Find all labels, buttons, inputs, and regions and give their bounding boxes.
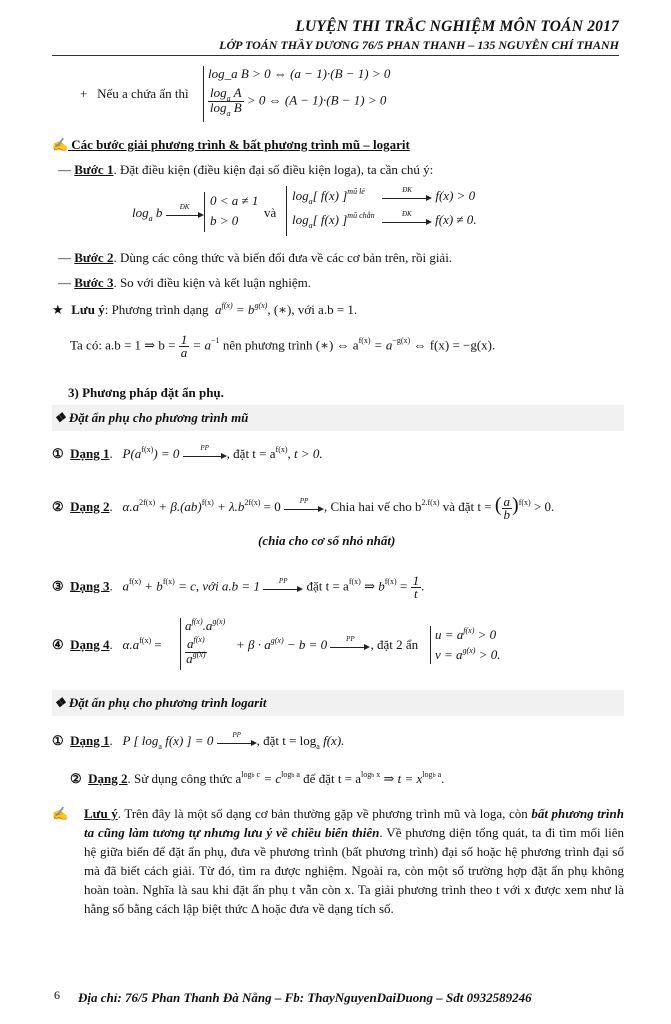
intro-text: Nếu a chứa ẩn thì [97, 86, 189, 101]
page-title: LUYỆN THI TRẮC NGHIỆM MÔN TOÁN 2017 [295, 18, 619, 35]
form4-u: $u = a^{f(x)} > 0$ [435, 626, 497, 642]
log-condition: $\log_a b$ ĐK [132, 205, 204, 221]
note-line: ★ Lưu ý: Phương trình dạng $a^{f(x)} = b^{g(x)}$, (∗), với a.b = 1. [52, 301, 358, 317]
pencil-icon: ✍ [52, 137, 69, 152]
cond-a: 0 < a ≠ 1 [210, 193, 259, 208]
intro-brace [203, 66, 204, 122]
form4-opt-1: $a^{f(x)}.a^{g(x)}$ [185, 617, 226, 633]
and-word: và [264, 205, 277, 220]
form4-brace-2 [430, 626, 431, 664]
taco-line: Ta có: a.b = 1 ⇒ b = $\frac{1}{a}$ = $a^{-1}$ nên phương trình (∗) ⇔ $a^{f(x)} = a^{-g(x)}$ ⇔ f(x) = −g(x). [70, 332, 496, 360]
exp-form-2: ② Dạng 2. $\alpha.a^{2f(x)} + \beta.(ab)^{f(x)} + \lambda.b^{2f(x)} = 0$ PP , Chia hai vế cho $b^{2.f(x)}$ và đặt t = ( $\frac{a}{b}$ )$^{f(x)}$ > 0. [52, 493, 555, 522]
intro-case-1: log_a B > 0 ⇔ (a − 1)·(B − 1) > 0 [208, 66, 391, 81]
diamond-bullet-icon: ❖ [54, 695, 66, 710]
cond-brace-2 [286, 186, 287, 236]
header-rule [52, 55, 619, 56]
cond-even: $\log_a$[ f(x) ]$^{mũ chẵn}$ ĐK f(x) ≠ 0. [292, 210, 477, 230]
log-fraction: $\frac{\log_a A}{\log_a B}$ [209, 85, 242, 118]
cond-brace-1 [204, 192, 205, 232]
form4-v: $v = a^{g(x)} > 0$. [435, 646, 501, 662]
exp-form-1: ① Dạng 1. $P(a^{f(x)}) = 0$ PP , đặt $t = a^{f(x)}$, t > 0. [52, 444, 323, 461]
cond-odd: $\log_a$[ f(x) ]$^{mũ lẻ}$ ĐK f(x) > 0 [292, 186, 476, 206]
form4-opt-2: $\frac{a^{f(x)}}{a^{g(x)}}$ [186, 635, 206, 666]
form4-brace [180, 618, 181, 670]
final-note-icon-row [52, 806, 68, 822]
cond-b: b > 0 [210, 213, 239, 228]
section-3-title: 3) Phương pháp đặt ẩn phụ. [68, 385, 224, 400]
diamond-bullet-icon: ❖ [54, 410, 66, 425]
log-form-1: ① Dạng 1. P [ $\log_a f(x)$ ] = 0 PP , đặt $t = \log_a f(x)$. [52, 731, 345, 751]
sub-heading-log: ❖ Đặt ẩn phụ cho phương trình logarit [54, 695, 267, 710]
exp-form-2-note: (chia cho cơ số nhỏ nhất) [258, 533, 396, 548]
final-note: Lưu ý. Trên đây là một số dạng cơ bản thường gặp về phương trình mũ và loga, còn bất phương trình ta cũng làm tương tự nhưng lưu ý về chiều biến thiên. Về phương diện tổng quát, ta đi tìm mối liên hệ giữa biến để đặt ẩn phụ, đưa về phương trình (bất phương trình) đại số hoặc hệ phương trình đại số mà đã biết cách giải. Từ đó, tìm ra được nghiệm. Ngoài ra, còn một số trường hợp đặt ẩn phụ không hoàn toàn. Nghĩa là sau khi đặt ẩn phụ t vẫn còn x. Ta giải phương trình theo t với x được xem như là hằng số bằng cách lập biệt thức Δ hoặc đưa về dạng tích số. [84, 806, 625, 916]
log-form-2: ② Dạng 2. Sử dụng công thức $a^{logb c} = c^{logb a}$ để đặt $t = a^{logb x}$ ⇒ $t = x^{logb a}$. [70, 770, 445, 786]
star-icon: ★ [52, 302, 64, 317]
page-number: 6 [54, 988, 60, 1002]
pencil-icon: ✍ [52, 806, 69, 821]
steps-heading: ✍ Các bước giải phương trình & bất phương trình mũ – logarit [52, 137, 410, 152]
step-3: — Bước 3. So với điều kiện và kết luận nghiệm. [58, 275, 311, 290]
sub-heading-exp: ❖ Đặt ẩn phụ cho phương trình mũ [54, 410, 249, 425]
intro-case-2: $\frac{\log_a A}{\log_a B}$ > 0 ⇔ (A − 1)·(B − 1) > 0 [209, 85, 387, 118]
exp-form-3: ③ Dạng 3. $a^{f(x)} + b^{f(x)} = c$, với a.b = 1 PP đặt $t = a^{f(x)}$ ⇒ $b^{f(x)}$ = $\frac{1}{t}$ . [52, 573, 425, 601]
step-2: — Bước 2. Dùng các công thức và biến đổi đưa về các cơ bản trên, rồi giải. [58, 250, 453, 265]
exp-form-4: ④ Dạng 4. $\alpha.a^{f(x)}$ = [52, 636, 162, 652]
footer-address: Địa chỉ: 76/5 Phan Thanh Đà Nẵng – Fb: ThayNguyenDaiDuong – Sdt 0932589246 [78, 990, 532, 1005]
intro-line: + Nếu a chứa ẩn thì [80, 86, 189, 101]
step-1: — Bước 1. Đặt điều kiện (điều kiện đại số điều kiện loga), ta cần chú ý: [58, 162, 434, 177]
page-subtitle: LỚP TOÁN THẦY DƯƠNG 76/5 PHAN THANH – 135 NGUYỄN CHÍ THANH [219, 38, 619, 52]
form4-rest: + $\beta \cdot a^{g(x)} - b = 0$ PP , đặt 2 ẩn [236, 635, 419, 652]
